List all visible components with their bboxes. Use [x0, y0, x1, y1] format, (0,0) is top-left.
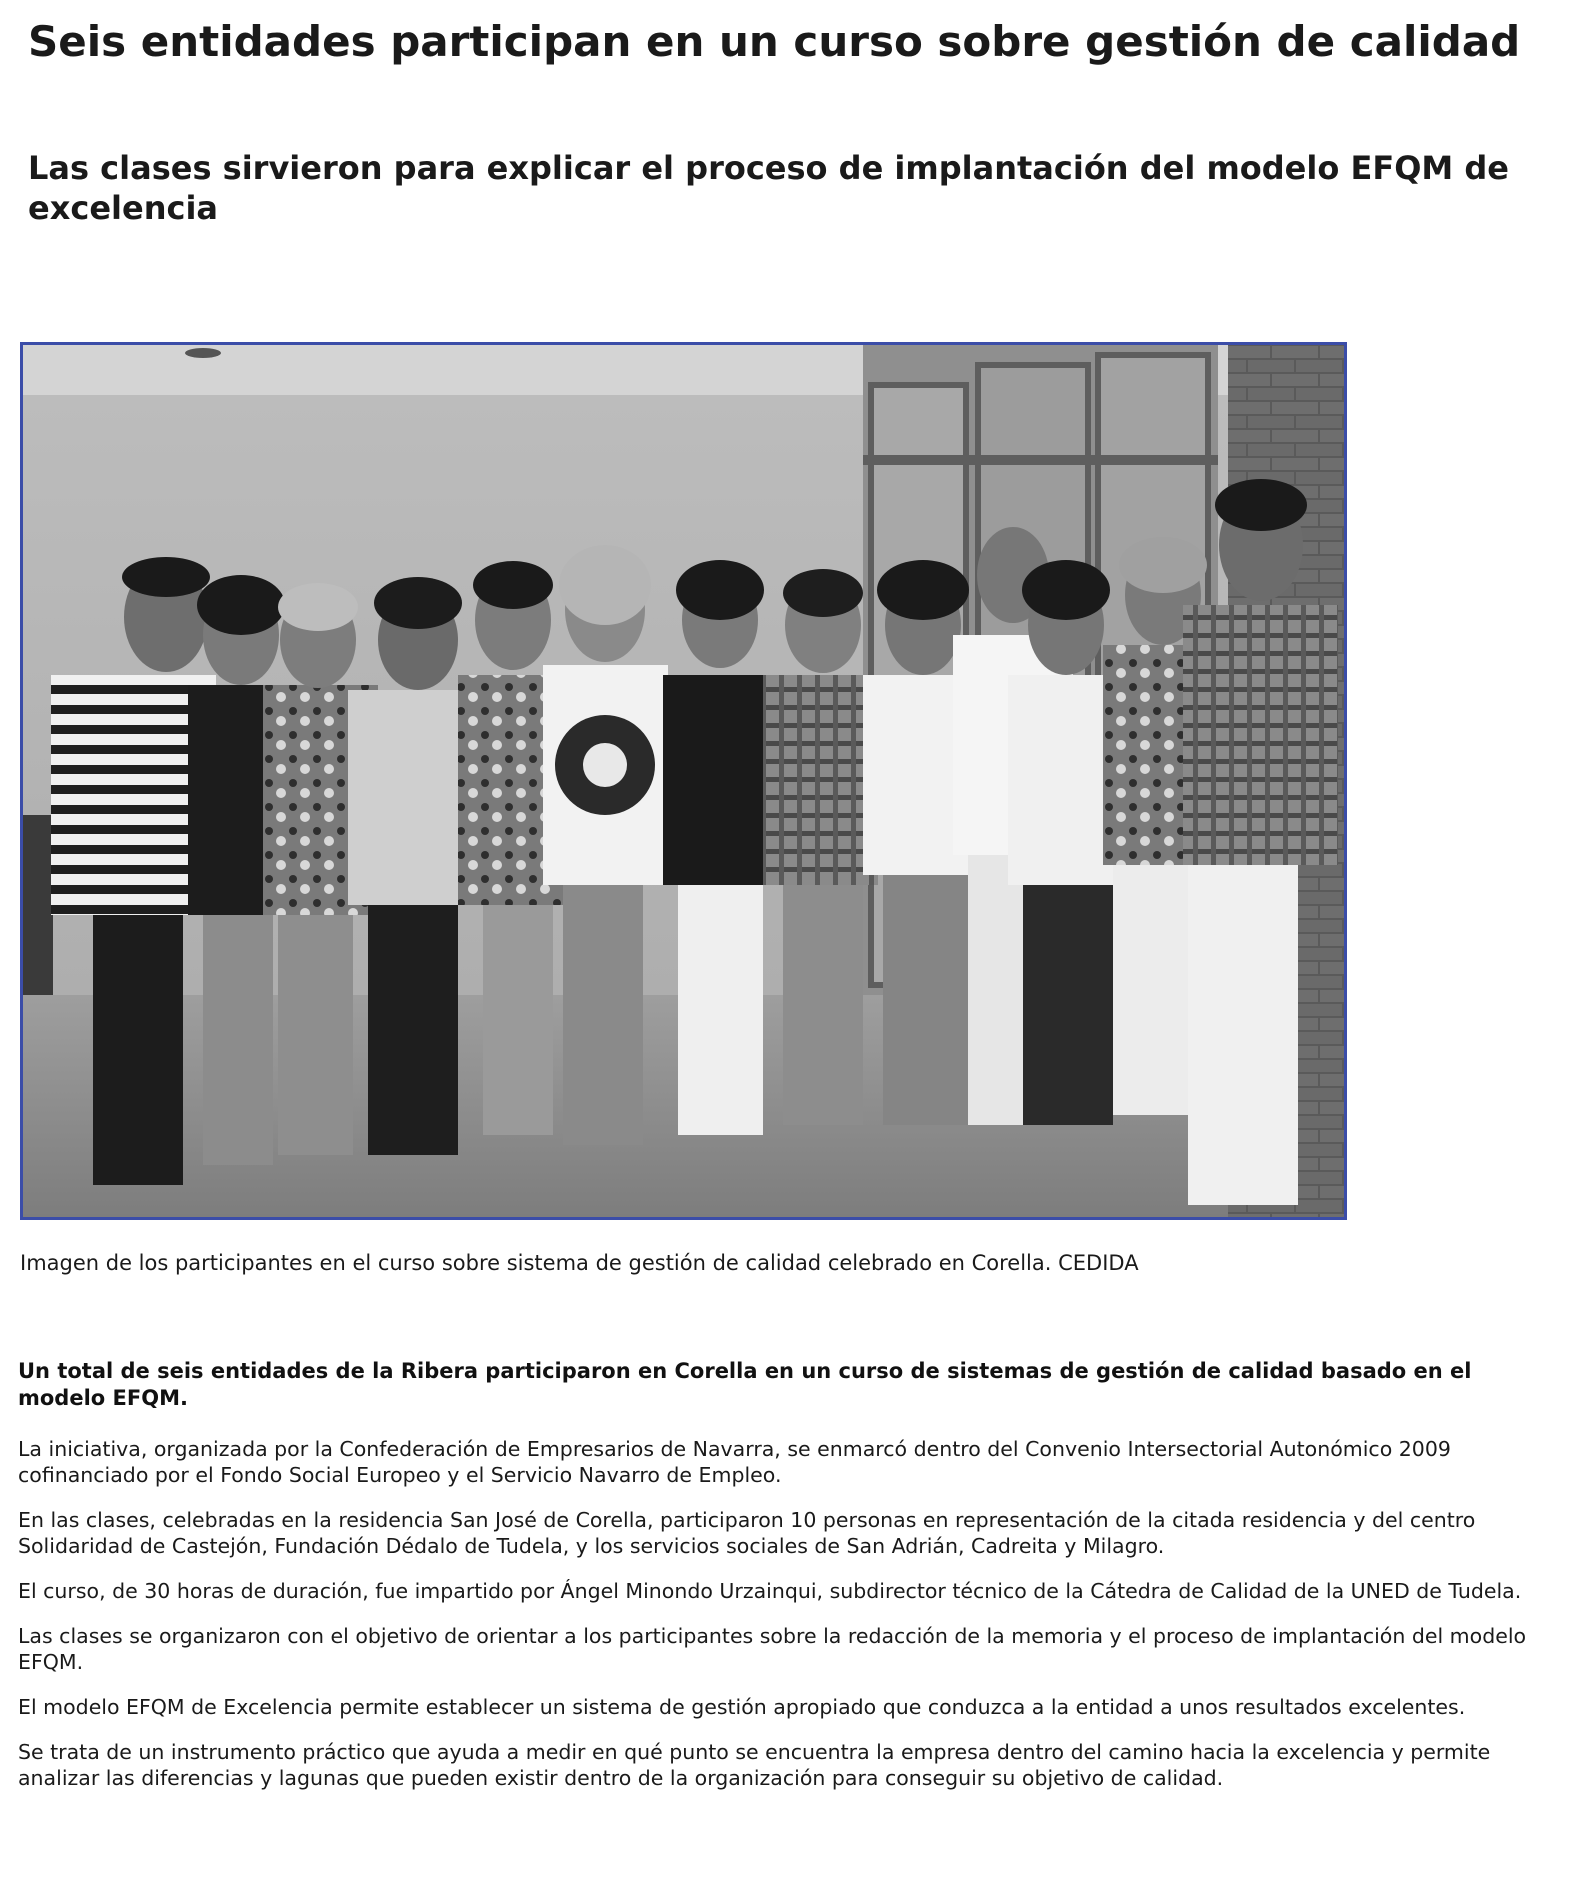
body-paragraph: En las clases, celebradas en la residencia San José de Corella, participaron 10 personas en representación de la citada residencia y del centro Solidaridad de Castejón, Fundación Dédalo de Tudela, y los servicios sociales de San Adrián, Cadreita y Milagro.: [18, 1508, 1476, 1558]
body-paragraph: Se trata de un instrumento práctico que ayuda a medir en qué punto se encuentra la empresa dentro del camino hacia la excelencia y permite analizar las diferencias y lagunas que pueden existir dentro de la organización para conseguir su objetivo de calidad.: [18, 1740, 1491, 1790]
body-paragraph: El curso, de 30 horas de duración, fue impartido por Ángel Minondo Urzainqui, subdirector técnico de la Cátedra de Calidad de la UNED de Tudela.: [18, 1579, 1522, 1603]
photo-caption: Imagen de los participantes en el curso sobre sistema de gestión de calidad celebrado en Corella. CEDIDA: [20, 1251, 1139, 1275]
body-paragraph: El modelo EFQM de Excelencia permite establecer un sistema de gestión apropiado que conduzca a la entidad a unos resultados excelentes.: [18, 1695, 1466, 1719]
group-photo: [20, 342, 1347, 1220]
article-subheadline: Las clases sirvieron para explicar el proceso de implantación del modelo EFQM de excelencia: [28, 149, 1509, 227]
group-photo-image: [23, 345, 1344, 1217]
article-lead: Un total de seis entidades de la Ribera participaron en Corella en un curso de sistemas de gestión de calidad basado en el modelo EFQM.: [18, 1359, 1472, 1410]
article-body: [18, 1436, 1576, 1810]
article-headline: Seis entidades participan en un curso sobre gestión de calidad: [28, 17, 1521, 66]
body-paragraph: La iniciativa, organizada por la Confederación de Empresarios de Navarra, se enmarcó dentro del Convenio Intersectorial Autonómico 2009 cofinanciado por el Fondo Social Europeo y el Servicio Navarro de Empleo.: [18, 1437, 1451, 1487]
body-paragraph: Las clases se organizaron con el objetivo de orientar a los participantes sobre la redacción de la memoria y el proceso de implantación del modelo EFQM.: [18, 1624, 1527, 1674]
